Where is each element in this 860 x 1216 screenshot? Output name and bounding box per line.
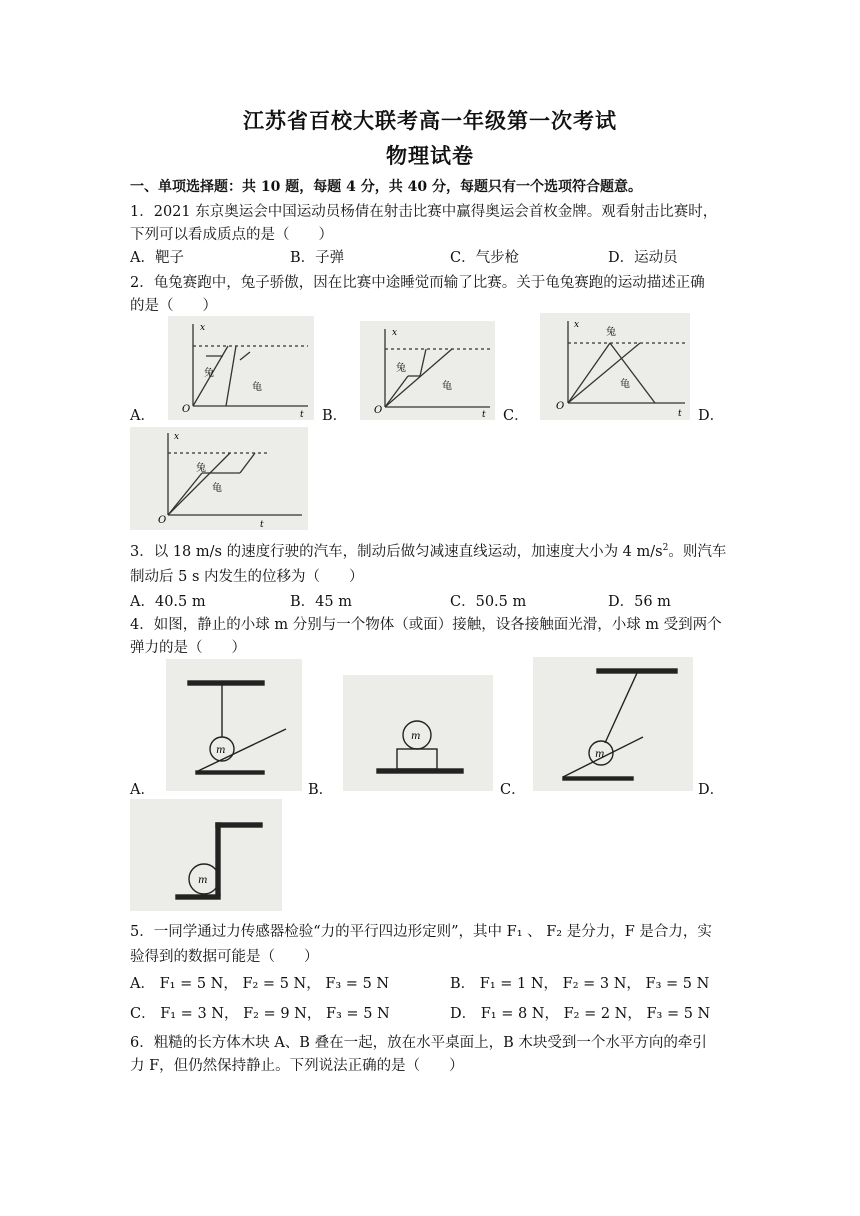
graph-turtle-label: 龟 [620, 379, 630, 390]
section-heading: 一、单项选择题：共 10 题，每题 4 分，共 40 分，每题只有一个选项符合题意。 [130, 179, 642, 195]
q4-stem-line2: 弹力的是（ ） [130, 640, 246, 656]
graph-rabbit-label: 兔 [204, 368, 214, 379]
q6-stem-line2: 力 F，但仍然保持静止。下列说法正确的是（ ） [130, 1058, 464, 1074]
q5-stem-line1: 5．一同学通过力传感器检验“力的平行四边形定则”，其中 F₁ 、 F₂ 是分力，F 是合力，实 [130, 924, 712, 940]
graph-x-label: x [200, 323, 206, 333]
q4-figure-d [130, 799, 282, 911]
exam-title: 江苏省百校大联考高一年级第一次考试 [243, 108, 617, 133]
graph-rabbit-label: 兔 [196, 463, 206, 474]
q5-option-c[interactable]: C． F₁ = 3 N， F₂ = 9 N， F₃ = 5 N [130, 1006, 390, 1022]
q2-option-b[interactable]: B． [322, 408, 348, 424]
q4-figure-a [166, 659, 302, 791]
q2-stem-line2: 的是（ ） [130, 298, 217, 314]
ball-label: m [216, 745, 226, 756]
q3-option-c[interactable]: C．50.5 m [450, 594, 527, 610]
ball-label: m [198, 875, 208, 886]
graph-x-label: x [392, 328, 398, 338]
graph-x-label: x [574, 320, 580, 330]
graph-x-label: x [174, 432, 180, 442]
q2-option-c[interactable]: C． [503, 408, 529, 424]
q4-option-b[interactable]: B． [308, 782, 334, 798]
q4-option-d[interactable]: D． [698, 782, 725, 798]
graph-origin: O [374, 405, 383, 416]
ball-label: m [595, 749, 605, 760]
graph-turtle-label: 龟 [252, 382, 262, 393]
graph-turtle-label: 龟 [212, 483, 222, 494]
q2-option-d[interactable]: D． [698, 408, 725, 424]
q1-stem-line1: 1．2021 东京奥运会中国运动员杨倩在射击比赛中赢得奥运会首枚金牌。观看射击比赛时， [130, 204, 718, 220]
graph-rabbit-label: 兔 [606, 327, 616, 338]
q6-stem-line1: 6．粗糙的长方体木块 A、B 叠在一起，放在水平桌面上，B 木块受到一个水平方向的牵引 [130, 1035, 707, 1051]
q5-option-a[interactable]: A． F₁ = 5 N， F₂ = 5 N， F₃ = 5 N [130, 976, 390, 992]
graph-rabbit-label: 兔 [396, 363, 406, 374]
q5-stem-line2: 验得到的数据可能是（ ） [130, 949, 319, 965]
graph-t-label: t [482, 410, 486, 420]
q3-stem-line1: 3．以 18 m/s 的速度行驶的汽车，制动后做匀减速直线运动，加速度大小为 4 $m/s^2$。则汽车 [130, 543, 727, 560]
q4-option-c[interactable]: C． [500, 782, 526, 798]
q4-figure-c [533, 657, 693, 791]
q1-option-d[interactable]: D．运动员 [608, 250, 678, 266]
q3-option-b[interactable]: B．45 m [290, 594, 352, 610]
q1-option-c[interactable]: C．气步枪 [450, 250, 520, 266]
q4-option-a[interactable]: A． [130, 782, 155, 798]
q5-option-b[interactable]: B． F₁ = 1 N， F₂ = 3 N， F₃ = 5 N [450, 976, 710, 992]
q2-option-a[interactable]: A． [130, 408, 155, 424]
q1-option-a[interactable]: A．靶子 [130, 250, 184, 266]
q2-graph-c [540, 313, 690, 420]
graph-origin: O [182, 404, 191, 415]
q3-option-a[interactable]: A．40.5 m [130, 594, 206, 610]
q3-option-d[interactable]: D．56 m [608, 594, 671, 610]
q5-option-d[interactable]: D． F₁ = 8 N， F₂ = 2 N， F₃ = 5 N [450, 1006, 711, 1022]
graph-turtle-label: 龟 [442, 381, 452, 392]
q1-option-b[interactable]: B．子弹 [290, 250, 345, 266]
exam-subtitle: 物理试卷 [386, 143, 474, 168]
graph-origin: O [158, 515, 167, 526]
graph-origin: O [556, 401, 565, 412]
graph-t-label: t [678, 409, 682, 419]
q2-graph-a [168, 316, 314, 420]
q2-stem-line1: 2．龟兔赛跑中，兔子骄傲，因在比赛中途睡觉而输了比赛。关于龟兔赛跑的运动描述正确 [130, 275, 705, 291]
q4-figure-b [343, 675, 493, 791]
q2-graph-b [360, 321, 495, 420]
q4-stem-line1: 4．如图，静止的小球 m 分别与一个物体（或面）接触，设各接触面光滑，小球 m 受到两个 [130, 617, 722, 633]
ball-label: m [411, 731, 421, 742]
q2-graph-d [130, 427, 308, 530]
q3-stem-line2: 制动后 5 s 内发生的位移为（ ） [130, 569, 364, 585]
graph-t-label: t [260, 520, 264, 530]
q1-stem-line2: 下列可以看成质点的是（ ） [130, 227, 333, 243]
graph-t-label: t [300, 410, 304, 420]
